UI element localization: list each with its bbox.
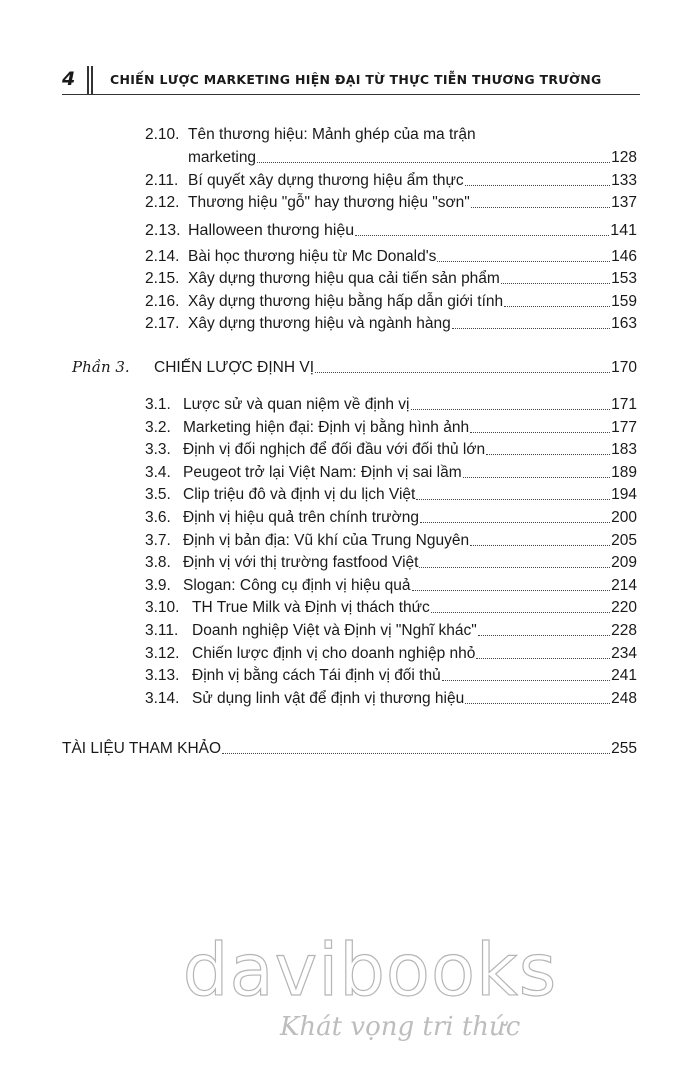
toc-entry[interactable] [145,552,637,574]
toc-entry[interactable] [145,484,637,506]
entry-number: 2.12. [145,194,180,211]
entry-page: 200 [611,509,637,526]
entry-title: Lược sử và quan niệm về định vị [183,396,410,413]
entry-page: 146 [611,248,637,265]
entry-page: 128 [611,149,637,166]
entry-number: 3.4. [145,463,171,481]
entry-page: 228 [611,622,637,639]
entry-title: CHIẾN LƯỢC ĐỊNH VỊ [154,359,315,376]
part-label: Phần 3. [72,358,130,376]
toc-entry[interactable] [145,220,637,242]
toc-entry[interactable] [145,507,637,529]
entry-page: 141 [610,222,637,239]
entry-number: 3.2. [145,418,171,436]
entry-number: 3.14. [145,689,180,707]
entry-page: 189 [611,463,637,481]
entry-number: 2.15. [145,270,180,287]
watermark-tagline: Khát vọng tri thức [280,1012,521,1042]
entry-title: Định vị đối nghịch để đối đầu với đối thủ lớn [183,441,486,459]
toc-entry[interactable] [145,575,637,597]
running-title: CHIẾN LƯỢC MARKETING HIỆN ĐẠI TỪ THỰC TIỄN THƯƠNG TRƯỜNG [110,72,602,87]
dot-leader [437,260,610,262]
toc-entry[interactable] [145,291,637,313]
entry-title: Peugeot trở lại Việt Nam: Định vị sai lầm [183,463,462,481]
entry-title: Thương hiệu "gỗ" hay thương hiệu "sơn" [188,194,470,211]
dot-leader [486,453,610,455]
entry-title-line1: Tên thương hiệu: Mảnh ghép của ma trận [188,126,476,143]
dot-leader [470,431,610,433]
toc-entry[interactable] [145,439,637,461]
entry-page: 163 [611,315,637,332]
toc-entry[interactable] [145,620,637,642]
entry-page: 209 [611,554,637,572]
entry-page: 214 [611,576,637,594]
entry-title: marketing [188,149,257,166]
dot-leader [420,521,610,523]
entry-page: 220 [611,599,637,617]
dot-leader [476,657,610,659]
entry-title: Chiến lược định vị cho doanh nghiệp nhỏ [192,644,476,662]
entry-number: 2.13. [145,222,181,239]
entry-title: Định vị bằng cách Tái định vị đối thủ [192,667,441,685]
dot-leader [470,544,610,546]
dot-leader [355,234,609,236]
page-number: 4 [62,68,76,90]
dot-leader [257,161,610,163]
entry-title: Định vị bản địa: Vũ khí của Trung Nguyên [183,531,470,549]
toc-entry[interactable] [145,192,637,214]
toc-entry[interactable] [145,643,637,665]
entry-page: 137 [611,194,637,211]
entry-page: 194 [611,486,637,504]
entry-title: Xây dựng thương hiệu bằng hấp dẫn giới tính [188,293,504,310]
dot-leader [501,282,610,284]
dot-leader [431,611,610,613]
entry-number: 3.13. [145,667,180,685]
dot-leader [504,305,610,307]
dot-leader [222,752,610,754]
dot-leader [411,408,611,410]
entry-title: Marketing hiện đại: Định vị bằng hình ảnh [183,418,470,436]
entry-title: Bài học thương hiệu từ Mc Donald's [188,248,437,265]
toc-entry[interactable] [145,394,637,416]
entry-number: 2.11. [145,172,179,189]
entry-title: Slogan: Công cụ định vị hiệu quả [183,576,411,594]
entry-number: 2.16. [145,293,180,310]
entry-page: 234 [611,644,637,662]
toc-entry[interactable] [145,462,637,484]
entry-number: 3.9. [145,576,171,594]
toc-entry-first-line [145,124,476,146]
dot-leader [419,566,610,568]
entry-number: 3.10. [145,599,180,617]
entry-page: 205 [611,531,637,549]
entry-title: Bí quyết xây dựng thương hiệu ẩm thực [188,172,464,189]
dot-leader [465,184,610,186]
entry-page: 241 [611,667,637,685]
entry-number: 3.3. [145,441,171,459]
entry-title: TÀI LIỆU THAM KHẢO [62,740,222,757]
toc-entry[interactable] [145,597,637,619]
part-heading[interactable] [72,356,637,379]
entry-title: Doanh nghiệp Việt và Định vị "Nghĩ khác" [192,622,477,639]
toc-entry[interactable] [145,688,637,710]
entry-number: 2.17. [145,315,180,332]
entry-number: 3.12. [145,644,180,662]
entry-page: 171 [611,396,637,413]
entry-page: 177 [611,418,637,436]
watermark-brand: davibooks [182,928,558,1012]
toc-entry[interactable] [145,530,637,552]
dot-leader [416,498,610,500]
entry-title: Định vị hiệu quả trên chính trường [183,509,419,526]
entry-title: Halloween thương hiệu [188,222,355,239]
entry-title: Xây dựng thương hiệu và ngành hàng [188,315,451,332]
toc-entry[interactable] [145,313,637,335]
dot-leader [315,371,610,373]
dot-leader [463,476,610,478]
watermark [160,930,580,1070]
entry-title: Sử dụng linh vật để định vị thương hiệu [192,689,465,707]
entry-title: TH True Milk và Định vị thách thức [192,599,430,617]
toc-entry[interactable] [145,665,637,687]
entry-number: 2.10. [145,126,180,143]
dot-leader [442,679,610,681]
toc-entry[interactable] [145,170,637,192]
dot-leader [412,589,611,591]
entry-number: 2.14. [145,248,180,265]
entry-title: Xây dựng thương hiệu qua cải tiến sản phẩm [188,270,500,287]
entry-number: 3.5. [145,486,171,504]
entry-page: 183 [611,441,637,459]
dot-leader [452,327,610,329]
entry-number: 3.8. [145,554,171,572]
entry-number: 3.11. [145,622,179,639]
entry-number: 3.1. [145,396,171,413]
entry-page: 133 [611,172,637,189]
toc-entry[interactable] [145,268,637,290]
entry-title: Định vị với thị trường fastfood Việt [183,554,419,572]
entry-page: 248 [611,689,637,707]
entry-number: 3.7. [145,531,171,549]
entry-title: Clip triệu đô và định vị du lịch Việt [183,486,416,504]
entry-number: 3.6. [145,509,171,526]
entry-page: 159 [611,293,637,310]
entry-page: 170 [611,359,637,376]
entry-page: 153 [611,270,637,287]
toc-entry[interactable] [188,147,637,169]
toc-entry[interactable] [145,417,637,439]
dot-leader [478,634,610,636]
toc-entry[interactable] [145,246,637,268]
dot-leader [465,702,610,704]
entry-page: 255 [611,740,637,757]
references-entry[interactable] [62,738,637,760]
dot-leader [471,206,610,208]
